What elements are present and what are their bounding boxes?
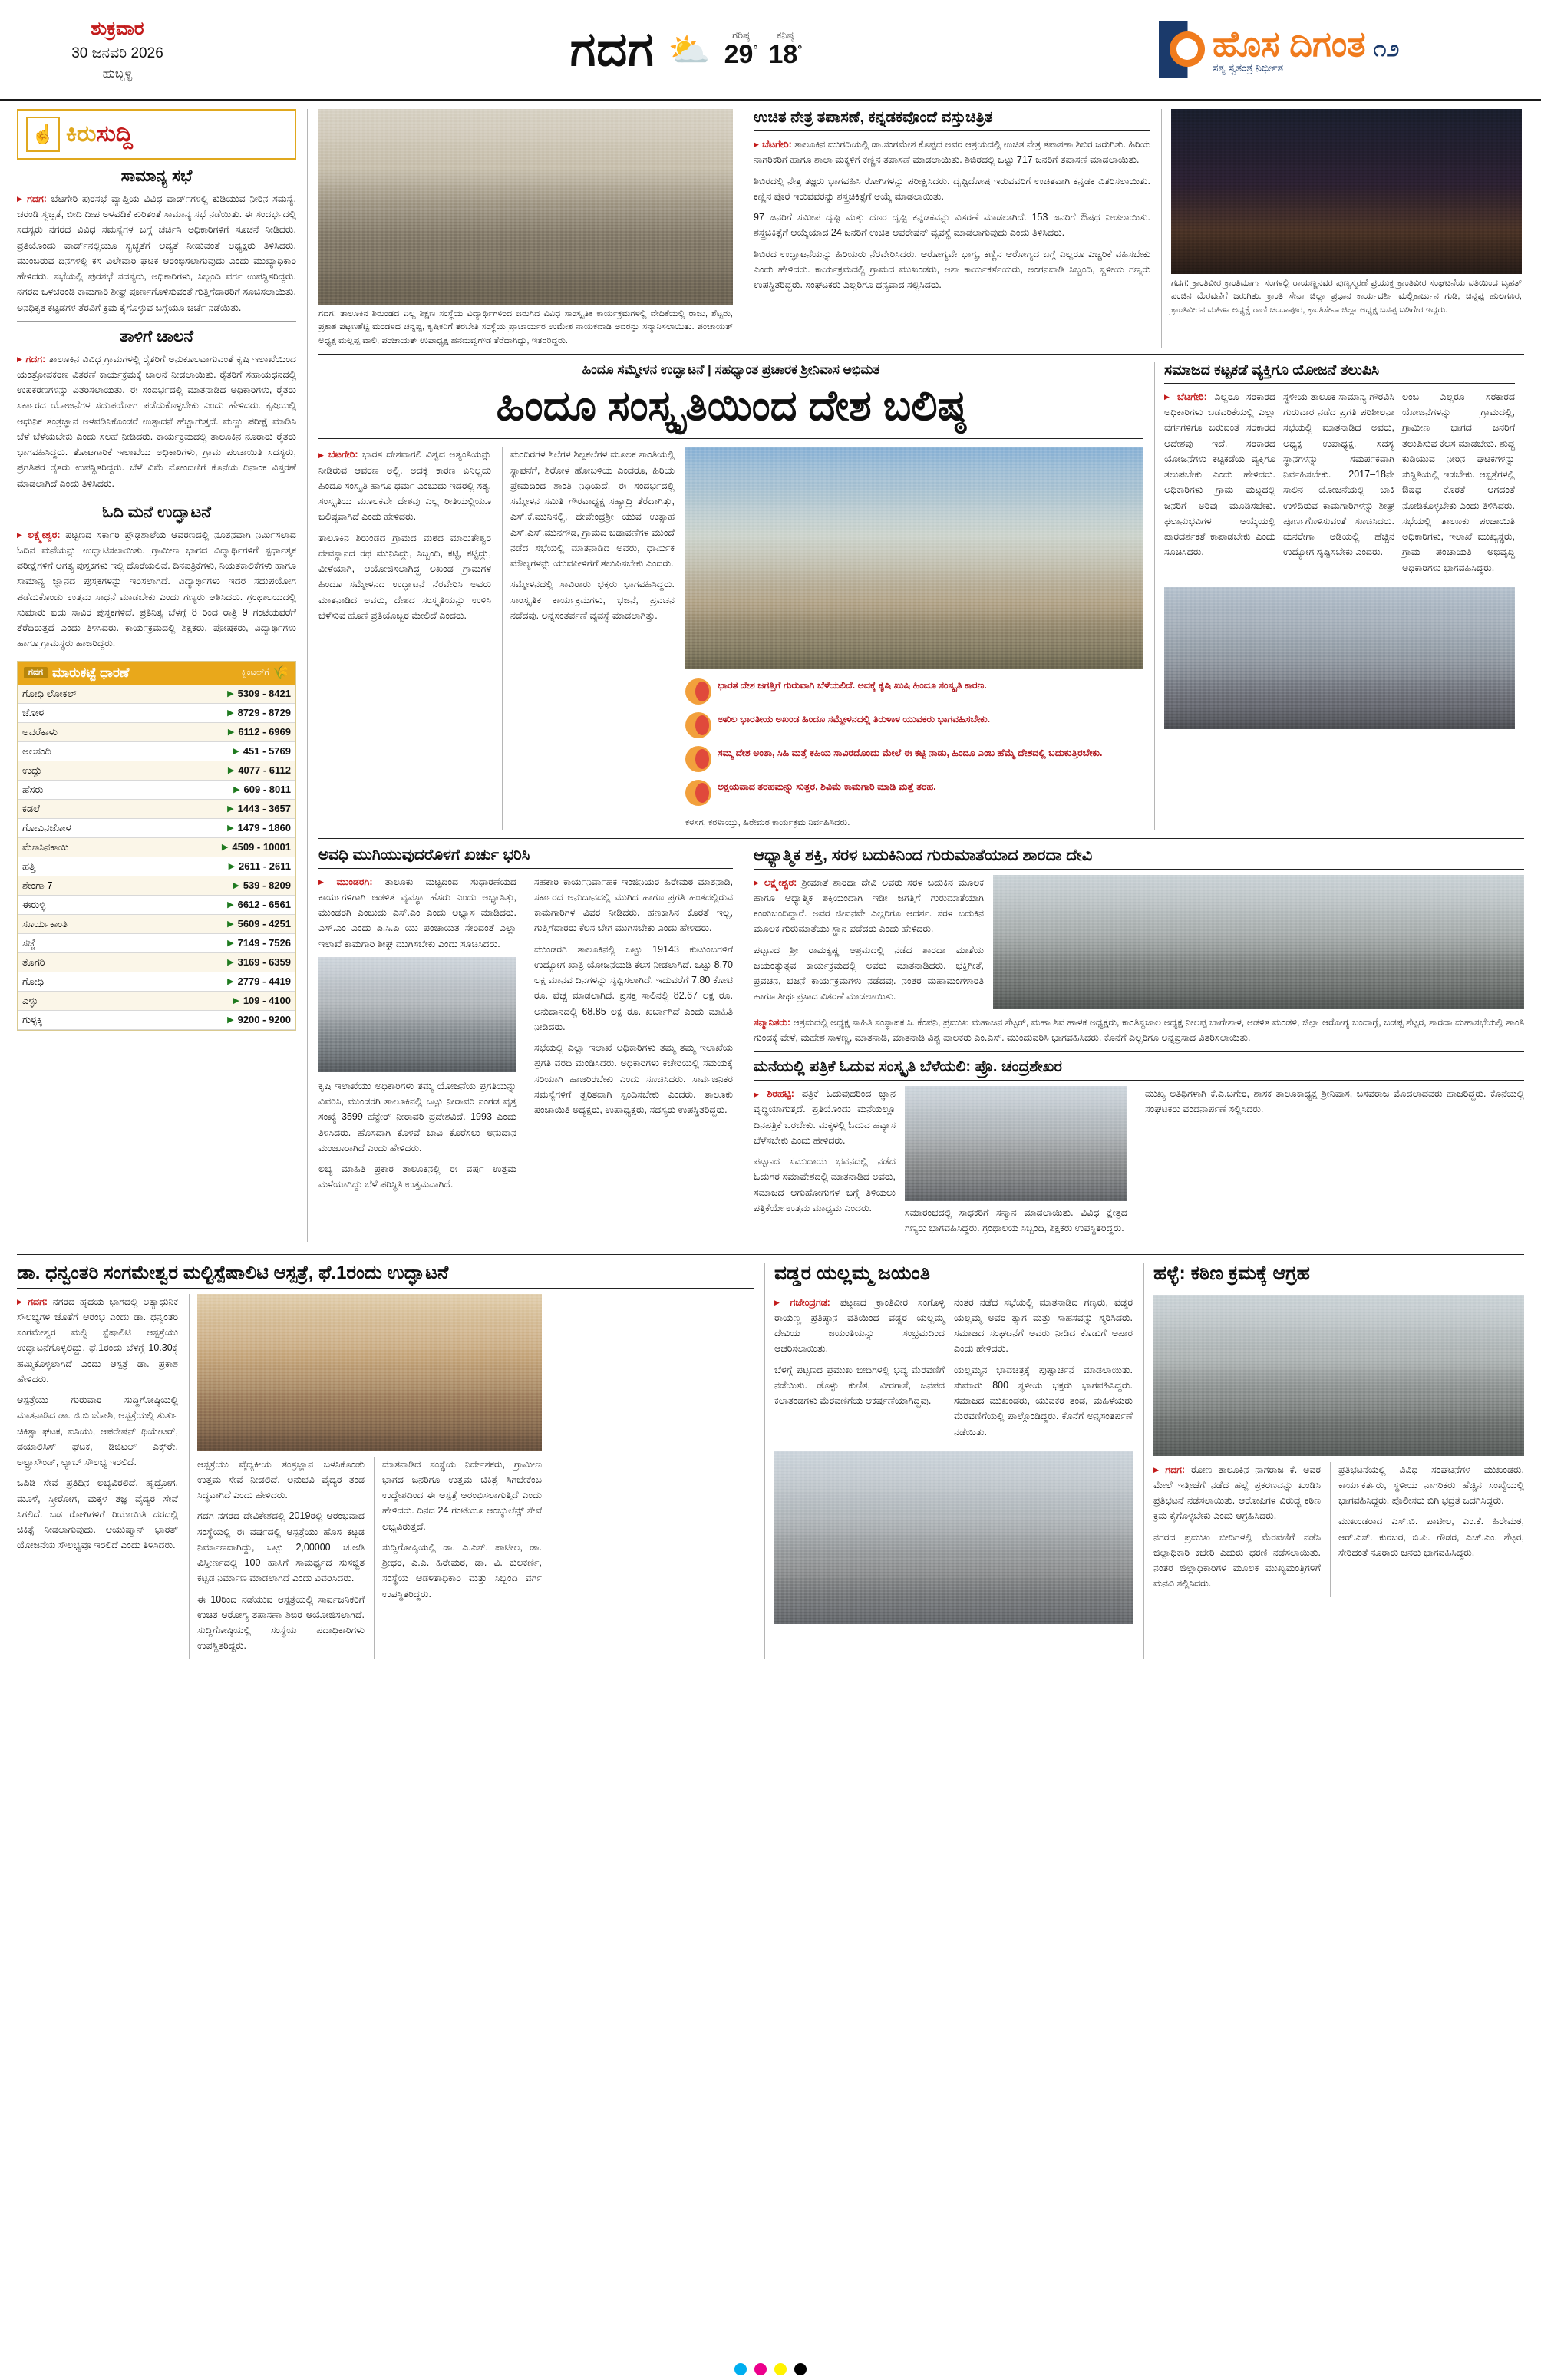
market-row-name: ಹೆಸರು [22,783,44,795]
reading-columns [754,1086,1524,1242]
kiru-item-1-text: ತಾಲೂಕಿನ ವಿವಿಧ ಗ್ರಾಮಗಳಲ್ಲಿ ರೈತರಿಗೆ ಅನುಕೂಲವಾಗುವಂತೆ ಕೃಷಿ ಇಲಾಖೆಯಿಂದ ಯಂತ್ರೋಪಕರಣ ವಿತರಣೆ ಕಾರ್ಯಕ್ರಮಕ್ಕೆ ಚಾಲನೆ ನೀಡಲಾಯಿತು. ರೈತರಿಗೆ ಸಹಾಯಧನದಲ್ಲಿ ಉಪಕರಣಗಳನ್ನು ವಿತರಿಸಲಾಯಿತು. ಈ ಸಂದರ್ಭದಲ್ಲಿ ಮಾತನಾಡಿದ ಅಧಿಕಾರಿಗಳು, ರೈತರು ಸರ್ಕಾರದ ಯೋಜನೆಗಳ ಸದುಪಯೋಗ ಪಡೆದುಕೊಳ್ಳಬೇಕು ಎಂದು ಹೇಳಿದರು. ಕೃಷಿಯಲ್ಲಿ ಆಧುನಿಕ ತಂತ್ರಜ್ಞಾನ ಅಳವಡಿಸಿಕೊಂಡರೆ ಉತ್ಪಾದನೆ ಹೆಚ್ಚಾಗುತ್ತದೆ. ಮಣ್ಣು ಪರೀಕ್ಷೆ ಮಾಡಿಸಿ ಬೆಳೆ ಬೆಳೆಯಬೇಕು ಎಂದು ಸಲಹೆ ನೀಡಿದರು. ಕಾರ್ಯಕ್ರಮದಲ್ಲಿ ತಾಲೂಕಿನ ನೂರಾರು ರೈತರು ಭಾಗವಹಿಸಿದ್ದರು. ತೋಟಗಾರಿಕೆ ಇಲಾಖೆಯ ಅಧಿಕಾರಿಗಳು, ಗ್ರಾಮ ಪಂಚಾಯಿತಿ ಸದಸ್ಯರು, ಪ್ರಗತಿಪರ ರೈತರು ಉಪಸ್ಥಿತರಿದ್ದರು. ಬೆಳೆ ವಿಮೆ ನೋಂದಣಿಗೆ ಕೊನೆಯ ದಿನಾಂಕ ವಿಸ್ತರಣೆ ಮಾಡಲಾಗಿದೆ ಎಂದು ತಿಳಿಸಿದರು. [17,353,296,489]
trend-up-icon: ▶ [227,689,234,699]
market-row [18,723,295,742]
hindu-convention-photo [685,447,1143,669]
market-row [18,685,295,704]
market-row [18,800,295,819]
weather-min-label: ಕನಿಷ್ಠ [777,28,794,41]
magenta-dot [754,2363,767,2375]
market-row-value: 5309 - 8421 [237,688,291,700]
jayanti-loc: ಗಜೇಂದ್ರಗಡ: [790,1296,830,1308]
market-row [18,953,295,972]
sharada-photo-col [993,875,1524,1010]
sharada-p2: ಪಟ್ಟಣದ ಶ್ರೀ ರಾಮಕೃಷ್ಣ ಆಶ್ರಮದಲ್ಲಿ ನಡೆದ ಶಾರದಾ ಮಾತೆಯ ಜಯಂತ್ಯುತ್ಸವ ಕಾರ್ಯಕ್ರಮದಲ್ಲಿ ಅವರು ಮಾತನಾಡಿದರು. ಭಕ್ತಿಗೀತೆ, ಪ್ರವಚನ, ಭಜನೆ ಕಾರ್ಯಕ್ರಮಗಳು ನಡೆದವು. ನಂತರ ಮಹಾಮಂಗಳಾರತಿ ಹಾಗೂ ತೀರ್ಥಪ್ರಸಾದ ವಿತರಣೆ ಮಾಡಲಾಯಿತು. [754,944,984,1002]
kiru-item-0-body [17,191,296,315]
hospital-col-2 [197,1457,365,1659]
sharada-tail [754,1015,1524,1046]
divider [17,321,296,322]
market-row-name: ಶೇಂಗಾ 7 [22,879,53,891]
welfare-kicker: ಸಮಾಜದ ಕಟ್ಟಕಡೆ ವ್ಯಕ್ತಿಗೂ ಯೋಜನೆ ತಲುಪಿಸಿ [1164,362,1515,384]
market-row-value: 1479 - 1860 [237,822,291,834]
hospital-kicker: ಡಾ. ಧನ್ವಂತರಿ ಸಂಗಮೇಶ್ವರ ಮಲ್ಟಿಸ್ಪೆಷಾಲಿಟಿ ಆಸ್ಪತ್ರೆ, ಫೆ.1ರಂದು ಉದ್ಘಾಟನೆ [17,1263,754,1289]
lead-photo-caption: ಕಳಸಗ, ಕರಳಾಯ್ತು, ಹಿರೇಮಠ ಕಾರ್ಯಕ್ರಮ ನಿರ್ವಹಿಸಿದರು. [685,818,850,828]
trend-up-icon: ▶ [233,996,239,1006]
market-row-value: 609 - 8011 [243,784,291,796]
reading-kicker: ಮನೆಯಲ್ಲಿ ಪತ್ರಿಕೆ ಓದುವ ಸಂಸ್ಕೃತಿ ಬೆಳೆಯಲಿ: ಪ್ರೊ. ಚಂದ್ರಶೇಖರ [754,1058,1524,1081]
fair-c2-p1: ಸಹಕಾರಿ ಕಾರ್ಯನಿರ್ವಾಹಕ ಇಂಜಿನಿಯರ ಹಿರೇಮಠ ಮಾತನಾಡಿ, ಸರ್ಕಾರದ ಅನುದಾನದಲ್ಲಿ ಮುಗಿದ ಹಾಗೂ ಪ್ರಗತಿ ಹಂತದಲ್ಲಿರುವ ಕಾಮಗಾರಿಗಳ ವಿವರ ನೀಡಿದರು. ಹಣಕಾಸಿನ ಕೊರತೆ ಇಲ್ಲ, ಗುತ್ತಿಗೆದಾರರು ಕೆಲಸ ಬೇಗ ಮುಗಿಸಬೇಕು ಎಂದು ಹೇಳಿದರು. [534,876,733,934]
hospital-c1-p2: ಆಸ್ಪತ್ರೆಯು ಗುರುವಾರ ಸುದ್ದಿಗೋಷ್ಠಿಯಲ್ಲಿ ಮಾತನಾಡಿದ ಡಾ. ಜಿ.ಬಿ ಜೋಶಿ, ಆಸ್ಪತ್ರೆಯಲ್ಲಿ ತುರ್ತು ಚಿಕಿತ್ಸಾ ಘಟಕ, ಐಸಿಯು, ಆಪರೇಷನ್ ಥಿಯೇಟರ್, ಡಯಾಲಿಸಿಸ್ ಘಟಕ, ಡಿಜಿಟಲ್ ಎಕ್ಸ್‌ರೇ, ಅಲ್ಟ್ರಾಸೌಂಡ್, ಲ್ಯಾಬ್ ಸೌಲಭ್ಯ ಇರಲಿದೆ. [17,1395,178,1468]
kiru-suddi-box [17,109,296,160]
market-row [18,896,295,915]
kiru-item-1-loc: ಗದಗ: [25,353,46,365]
sun-cloud-icon: ⛅ [668,31,711,69]
hospital-loc: ಗದಗ: [28,1296,48,1307]
kiru-title-part2: ಸುದ್ದಿ [96,121,134,147]
trend-up-icon: ▶ [227,977,234,987]
welfare-c1: ಎಲ್ಲರೂ ಸರಕಾರದ ಅಧಿಕಾರಿಗಳು ಬಡವರಿಕೆಯಲ್ಲಿ ಎಲ್ಲಾ ವರ್ಗಗಳಿಗೂ ಬರುವಂತೆ ಸರಕಾರದ ಆದೇಶವು ಇದೆ. ಸರಕಾರದ ಯೋಜನೆಗಳು ಕಟ್ಟಕಡೆಯ ವ್ಯಕ್ತಿಗೂ ತಲುಪಬೇಕು ಎಂದು ಹೇಳಿದರು. ಅಧಿಕಾರಿಗಳು ಗ್ರಾಮ ಮಟ್ಟದಲ್ಲಿ ಜನರಿಗೆ ಅರಿವು ಮೂಡಿಸಬೇಕು. ಫಲಾನುಭವಿಗಳ ಆಯ್ಕೆಯಲ್ಲಿ ಪಾರದರ್ಶಕತೆ ಕಾಪಾಡಬೇಕು ಎಂದು ಸೂಚಿಸಿದರು. [1164,391,1275,558]
hospital-c1-p1: ನಗರದ ಹೃದಯ ಭಾಗದಲ್ಲಿ ಅತ್ಯಾಧುನಿಕ ಸೌಲಭ್ಯಗಳ ಜೊತೆಗೆ ಆರಂಭ ಎಂದು ಡಾ. ಧನ್ವಂತರಿ ಸಂಗಮೇಶ್ವರ ಮಲ್ಟಿ ಸ್ಪೆಷಾಲಿಟಿ ಆಸ್ಪತ್ರೆಯು ಉದ್ಘಾಟನೆಗೊಳ್ಳಲಿದ್ದು, ಫೆ.1ರಂದು ಬೆಳಗ್ಗೆ 10.30ಕ್ಕೆ ಹಮ್ಮಿಕೊಳ್ಳಲಾಗಿದೆ ಎಂದು ಆಸ್ಪತ್ರೆ ಡಾ. ಪ್ರಕಾಶ ಹೇಳಿದರು. [17,1296,178,1385]
market-row [18,742,295,761]
bullet-badge-icon [685,712,711,738]
welfare-col-3 [1402,389,1515,581]
fair-c2-p3: ಸಭೆಯಲ್ಲಿ ಎಲ್ಲಾ ಇಲಾಖೆ ಅಧಿಕಾರಿಗಳು ತಮ್ಮ ತಮ್ಮ ಇಲಾಖೆಯ ಪ್ರಗತಿ ವರದಿ ಮಂಡಿಸಿದರು. ಅಧಿಕಾರಿಗಳು ಕಚೇರಿಯಲ್ಲಿ ಸಮಯಕ್ಕೆ ಸರಿಯಾಗಿ ಹಾಜರಿರಬೇಕು ಎಂದು ಸೂಚಿಸಿದರು. ಸಾರ್ವಜನಿಕರ ಸಮಸ್ಯೆಗಳಿಗೆ ತ್ವರಿತವಾಗಿ ಸ್ಪಂದಿಸಬೇಕು ಎಂದರು. ತಾಲೂಕು ಪಂಚಾಯಿತಿ ಅಧ್ಯಕ್ಷರು, ಉಪಾಧ್ಯಕ್ಷರು, ಸದಸ್ಯರು ಉಪಸ್ಥಿತರಿದ್ದರು. [534,1042,733,1116]
jayanti-p3: ನಂತರ ನಡೆದ ಸಭೆಯಲ್ಲಿ ಮಾತನಾಡಿದ ಗಣ್ಯರು, ವಡ್ಡರ ಯಲ್ಲಮ್ಮ ಅವರ ತ್ಯಾಗ ಮತ್ತು ಸಾಹಸವನ್ನು ಸ್ಮರಿಸಿದರು. ಸಮಾಜದ ಸಂಘಟನೆಗೆ ಅವರು ನೀಡಿದ ಕೊಡುಗೆ ಅಪಾರ ಎಂದು ಹೇಳಿದರು. [954,1296,1133,1355]
market-row-name: ಅಲಸಂದಿ [22,744,52,757]
market-row-name: ಎಳ್ಳು [22,994,38,1006]
bullet-badge-icon [685,746,711,772]
crackdown-col-1 [1153,1462,1321,1597]
market-row-name: ಉದ್ದು [22,764,42,776]
welfare-col-1 [1164,389,1275,581]
sharada-loc: ಲಕ್ಷ್ಮೇಶ್ವರ: [764,876,797,888]
sharada-story [744,847,1524,1242]
market-rates-table [17,661,296,1031]
hospital-c3-p2: ಸುದ್ದಿಗೋಷ್ಠಿಯಲ್ಲಿ ಡಾ. ಎ.ಎಸ್. ಪಾಟೀಲ, ಡಾ. ಶ್ರೀಧರ, ಎ.ಎ. ಹಿರೇಮಠ, ಡಾ. ವಿ. ಕುಲಕರ್ಣಿ, ಸಂಸ್ಥೆಯ ಆಡಳಿತಾಧಿಕಾರಿ ಮತ್ತು ಸಿಬ್ಬಂದಿ ವರ್ಗ ಉಪಸ್ಥಿತರಿದ್ದರು. [382,1541,542,1599]
lead-col1-p1: ಭಾರತ ದೇಶವಾಗಲಿ ವಿಶ್ವದ ಅತ್ಯಂತಿಯನ್ನು ನೀಡಿರುವ ಆವರಣ ಅಲ್ಲಿ. ಅದಕ್ಕೆ ಕಾರಣ ಏನಿಲ್ಲದು ಹಿಂದೂ ಸಂಸ್ಕೃತಿ ಹಾಗೂ ಧರ್ಮ ಎಂಬುದು ಇದರಲ್ಲಿ ಸತ್ಯ. ಸಂಸ್ಕೃತಿಯ ಮೂಲಕವೇ ದೇಶವು ಎಲ್ಲ ರೀತಿಯಲ್ಲಿಯೂ ಬಲಿಷ್ಠವಾಗಿದೆ ಎಂದು ಹೇಳಿದರು. [318,449,491,523]
reading-photo-col [905,1086,1127,1242]
right-area [307,109,1524,1242]
market-row [18,781,295,800]
fair-col-1 [318,874,516,1198]
reading-p2: ಪಟ್ಟಣದ ಸಮುದಾಯ ಭವನದಲ್ಲಿ ನಡೆದ ಓದುಗರ ಸಮಾವೇಶದಲ್ಲಿ ಮಾತನಾಡಿದ ಅವರು, ಸಮಾಜದ ಆಗುಹೋಗುಗಳ ಬಗ್ಗೆ ತಿಳಿಯಲು ಪತ್ರಿಕೆಯೇ ಉತ್ತಮ ಮಾಧ್ಯಮ ಎಂದರು. [754,1156,896,1213]
market-row-name: ಸೂರ್ಯಕಾಂತಿ [22,917,68,929]
lead-col-2 [502,447,675,830]
trend-up-icon: ▶ [227,708,234,718]
market-row-value: 451 - 5769 [243,745,291,758]
reading-p4: ಮುಖ್ಯ ಅತಿಥಿಗಳಾಗಿ ಕೆ.ಎ.ಬಗೇರ, ಶಾಸಕ ತಾಲೂಕಾಧ್ಯಕ್ಷ ಶ್ರೀನಿವಾಸ, ಬಸವರಾಜ ಮೊದಲಾದವರು ಹಾಜರಿದ್ದರು. ಕೊನೆಯಲ್ಲಿ ಸಂಘಟಕರು ವಂದನಾರ್ಪಣೆ ಸಲ್ಲಿಸಿದರು. [1145,1088,1524,1115]
jayanti-p4: ಯಲ್ಲಮ್ಮನ ಭಾವಚಿತ್ರಕ್ಕೆ ಪುಷ್ಪಾರ್ಚನೆ ಮಾಡಲಾಯಿತು. ಸುಮಾರು 800 ಸ್ಥಳೀಯ ಭಕ್ತರು ಭಾಗವಹಿಸಿದ್ದರು. ಸಮಾಜದ ಮುಖಂಡರು, ಯುವಕರ ತಂಡ, ಮಹಿಳೆಯರು ಮೆರವಣಿಗೆಯಲ್ಲಿ ಪಾಲ್ಗೊಂಡಿದ್ದರು. ಕೊನೆಗೆ ಅನ್ನಸಂತರ್ಪಣೆ ನಡೆಯಿತು. [954,1364,1133,1438]
trend-up-icon: ▶ [233,881,239,891]
market-title: ಮಾರುಕಟ್ಟೆ ಧಾರಣೆ [52,665,130,680]
lead-headline: ಹಿಂದೂ ಸಂಸ್ಕೃತಿಯಿಂದ ದೇಶ ಬಲಿಷ್ಠ [496,382,966,429]
lead-bullet [685,746,1143,772]
hospital-story [17,1263,754,1659]
weather-max-value: 29° [724,39,758,69]
market-city-tag: ಗದಗ [24,667,48,678]
jayanti-col-1 [774,1295,945,1445]
market-unit: ಕ್ವಿಂಟಲ್‌ಗೆ [241,668,269,678]
kiru-item-1-body [17,352,296,491]
masthead-city: ಹುಬ್ಬಳ್ಳಿ [102,67,133,81]
market-row-name: ಹತ್ತಿ [22,860,36,872]
hospital-photo-col [189,1294,542,1659]
kiru-item-0-text: ಬೆಟಗೇರಿ ಪುರಸಭೆ ವ್ಯಾಪ್ತಿಯ ವಿವಿಧ ವಾರ್ಡ್‌ಗಳಲ್ಲಿ ಕುಡಿಯುವ ನೀರಿನ ಸಮಸ್ಯೆ, ಚರಂಡಿ ಸ್ವಚ್ಛತೆ, ಬೀದಿ ದೀಪ ಅಳವಡಿಕೆ ಕುರಿತಂತೆ ಸಾಮಾನ್ಯ ಸಭೆ ನಡೆಯಿತು. ಈ ಸಂದರ್ಭದಲ್ಲಿ ಸದಸ್ಯರು ನಗರದ ವಿವಿಧ ಸಮಸ್ಯೆಗಳ ಬಗ್ಗೆ ಚರ್ಚಿಸಿ ಅಧಿಕಾರಿಗಳಿಗೆ ಸೂಚನೆ ನೀಡಿದರು. ಪ್ರತಿಯೊಂದು ವಾರ್ಡ್‌ನಲ್ಲಿಯೂ ಸ್ವಚ್ಛತೆಗೆ ಆದ್ಯತೆ ನೀಡುವಂತೆ ಅಧ್ಯಕ್ಷರು ತಿಳಿಸಿದರು. ಮುಂಬರುವ ದಿನಗಳಲ್ಲಿ ಕಸ ವಿಲೇವಾರಿ ಘಟಕ ಆರಂಭಿಸಲಾಗುವುದು ಎಂದು ಮುಖ್ಯಾಧಿಕಾರಿ ಹೇಳಿದರು. ಸಭೆಯಲ್ಲಿ ಪುರಸಭೆ ಸದಸ್ಯರು, ಅಧಿಕಾರಿಗಳು, ಸಿಬ್ಬಂದಿ ವರ್ಗ ಉಪಸ್ಥಿತರಿದ್ದರು. ನಗರದ ಒಳಚರಂಡಿ ಕಾಮಗಾರಿ ಶೀಘ್ರ ಪೂರ್ಣಗೊಳಿಸುವಂತೆ ಗುತ್ತಿಗೆದಾರರಿಗೆ ಸೂಚಿಸಲಾಯಿತು. ಅನಧಿಕೃತ ಕಟ್ಟಡಗಳ ತೆರವಿಗೆ ಕ್ರಮ ಕೈಗೊಳ್ಳುವ ಬಗ್ಗೆಯೂ ಚರ್ಚೆ ನಡೆಯಿತು. [17,193,296,313]
hospital-c1-p3: ಒಪಿಡಿ ಸೇವೆ ಪ್ರತಿದಿನ ಲಭ್ಯವಿರಲಿದೆ. ಹೃದ್ರೋಗ, ಮೂಳೆ, ಸ್ತ್ರೀರೋಗ, ಮಕ್ಕಳ ತಜ್ಞ ವೈದ್ಯರ ಸೇವೆ ಸಿಗಲಿದೆ. ಬಡ ರೋಗಿಗಳಿಗೆ ರಿಯಾಯಿತಿ ದರದಲ್ಲಿ ಚಿಕಿತ್ಸೆ ನೀಡಲಾಗುವುದು. ಆಯುಷ್ಮಾನ್ ಭಾರತ್ ಯೋಜನೆಯ ಸೌಲಭ್ಯವೂ ಇರಲಿದೆ ಎಂದು ತಿಳಿಸಿದರು. [17,1477,178,1551]
crackdown-col-2 [1330,1462,1524,1597]
weather-box [724,30,803,70]
lead-bullet-text: ಭಾರತ ದೇಶ ಜಗತ್ತಿಗೆ ಗುರುವಾಗಿ ಬೆಳೆಯಲಿದೆ. ಅದಕ್ಕೆ ಕೃಷಿ ಖುಷಿ ಹಿಂದೂ ಸಂಸ್ಕೃತಿ ಕಾರಣ. [718,680,987,692]
left-column [17,109,307,1242]
hand-megaphone-icon: ☝ [26,117,60,152]
trend-up-icon: ▶ [227,1015,234,1025]
lead-band [308,362,1524,830]
cmyk-registration-marks [734,2363,807,2375]
kiru-item-0-loc: ಗದಗ: [27,193,47,204]
sharada-top [754,875,1524,1010]
eye-camp-loc: ಬೆಟಗೇರಿ: [761,139,792,150]
kiru-item-0-heading: ಸಾಮಾನ್ಯ ಸಭೆ [120,167,193,185]
eye-camp-p4: ಶಿಬಿರದ ಉದ್ಘಾಟನೆಯನ್ನು ಹಿರಿಯರು ನೆರವೇರಿಸಿದರು. ಆರೋಗ್ಯವೇ ಭಾಗ್ಯ, ಕಣ್ಣಿನ ಆರೋಗ್ಯದ ಬಗ್ಗೆ ಎಲ್ಲರೂ ಎಚ್ಚರಿಕೆ ವಹಿಸಬೇಕು ಎಂದು ಹೇಳಿದರು. ಕಾರ್ಯಕ್ರಮದಲ್ಲಿ ಗ್ರಾಮದ ಮುಖಂಡರು, ಆಶಾ ಕಾರ್ಯಕರ್ತೆಯರು, ಅಂಗನವಾಡಿ ಸಿಬ್ಬಂದಿ, ಸ್ಥಳೀಯ ಗಣ್ಯರು ಉಪಸ್ಥಿತರಿದ್ದರು. ಸಂಘಟಕರು ಎಲ್ಲರಿಗೂ ಧನ್ಯವಾದ ಸಲ್ಲಿಸಿದರು. [754,248,1150,290]
market-row-value: 539 - 8209 [243,880,291,892]
crackdown-p4: ಮುಖಂಡರಾದ ಎಸ್.ಬಿ. ಪಾಟೀಲ, ಎಂ.ಕೆ. ಹಿರೇಮಠ, ಆರ್.ಎಸ್. ಕುರಬರ, ಬಿ.ಪಿ. ಗೌಡರ, ಎಚ್.ಎಂ. ಶೆಟ್ಟರ, ಸೇರಿದಂತೆ ನೂರಾರು ಜನರು ಭಾಗವಹಿಸಿದ್ದರು. [1338,1516,1524,1558]
market-row-name: ಅವರೆಕಾಳು [22,725,58,738]
crackdown-p1: ರೋಣ ತಾಲೂಕಿನ ನಾಗರಾಜ ಕೆ. ಅವರ ಮೇಲೆ ಇತ್ತೀಚೆಗೆ ನಡೆದ ಹಲ್ಲೆ ಪ್ರಕರಣವನ್ನು ಖಂಡಿಸಿ ಪ್ರತಿಭಟನೆ ನಡೆಸಲಾಯಿತು. ಆರೋಪಿಗಳ ವಿರುದ್ಧ ಕಠಿಣ ಕ್ರಮ ಕೈಗೊಳ್ಳಬೇಕು ಎಂದು ಆಗ್ರಹಿಸಿದರು. [1153,1464,1321,1522]
felicitation-photo [318,109,733,305]
fair-col-2 [526,874,733,1198]
kiru-item-2-body [17,527,296,652]
felicitation-photo-caption: ಗದಗ: ತಾಲೂಕಿನ ಶಿರುಂಡದ ಎಲ್ಲ ಶಿಕ್ಷಣ ಸಂಸ್ಥೆಯ ವಿದ್ಯಾರ್ಥಿಗಳಿಂದ ಜರುಗಿದ ವಿವಿಧ ಸಾಂಸ್ಕೃತಿಕ ಕಾರ್ಯಕ್ರಮಗಳಲ್ಲಿ ವೇದಿಕೆಯಲ್ಲಿ ರಾಜು, ಶೆಟ್ಟರು, ಪ್ರಕಾಶ ಪಟ್ಟಣಶೆಟ್ಟಿ ಮಂಡಳದ ಚನ್ನಪ್ಪ, ಕೃಷಿಕರಿಗೆ ತರಬೇತಿ ಸಂಸ್ಥೆಯ ಪ್ರಾಚಾರ್ಯರ ಉಮೇಶ ನಾಯಕವಾಡಿ ಅವರನ್ನು ಸನ್ಮಾನಿಸಲಾಯಿತು. ಪಂಚಾಯತ್ ಅಧ್ಯಕ್ಷ ಮಲ್ಲಪ್ಪ ವಾಲಿ, ಪಂಚಾಯತ್ ಉಪಾಧ್ಯಕ್ಷ ಹನಮವ್ವಗೌಡ ತೆರೆದಾಗಿದ್ದು, ಇತರರಿದ್ದರು. [318,309,733,345]
kiru-title [66,121,133,147]
crackdown-loc: ಗದಗ: [1165,1464,1186,1475]
market-row [18,857,295,876]
market-row-value: 8729 - 8729 [237,707,291,719]
black-dot [794,2363,807,2375]
crackdown-columns [1153,1462,1524,1597]
kiru-item-1 [17,328,296,491]
trend-up-icon: ▶ [227,766,235,776]
market-rows [18,685,295,1030]
market-row-value: 7149 - 7526 [237,937,291,949]
lead-col2-p1: ಮಂದಿರಗಳ ಶಿಲೆಗಳ ಶಿಲ್ಪಕಲೆಗಳ ಮೂಲಕ ಶಾಂತಿಯಲ್ಲಿ ಸ್ಥಾಪನೆಗೆ, ಶಿರೋಳ ಹೋಬಳಿಯ ಎಂದರೂ, ಹಿರಿಯ ಪ್ರೇಮದಿಂದ ಶಾಂತಿ ನಿಧಿಯದೆ. ಈ ಸಂದರ್ಭದಲ್ಲಿ ಸಮ್ಮೇಳನ ಸಮಿತಿ ಗೌರವಾಧ್ಯಕ್ಷ ಸಹ್ಯಾದ್ರಿ ತೆರೆದಾಗಿತ್ತು, ಎಸ್.ಕೆ.ಮುನಿನಲ್ಲಿ, ದೇವೇಂದ್ರಶ್ರೀ ಯುವ ಉತ್ಸಾಹ ಎಸ್.ಎಸ್.ಮುನಗೌಡ, ಗ್ರಾಮದ ಬಡಾವಣೆಗಳ ಮುಂದೆ ನಡೆದ ಸಭೆಯಲ್ಲಿ ಮಾತನಾಡಿದ ಅವರು, ಧಾರ್ಮಿಕ ಮೌಲ್ಯಗಳನ್ನು ಯುವಪೀಳಿಗೆಗೆ ತಲುಪಿಸಬೇಕು ಎಂದರು. [510,449,675,569]
masthead-center [213,22,1159,78]
reading-loc: ಶಿರಹಟ್ಟಿ: [767,1088,794,1100]
sharada-intro [754,875,984,1010]
market-row-name: ಗುಳ್ಳಕ್ಕಿ [22,1013,43,1025]
divider [318,354,1524,355]
brand-tagline: ಸತ್ಯ ಸ್ವತಂತ್ರ ನಿರ್ಭೀತ [1213,61,1284,74]
bottom-columns [17,1263,1524,1659]
lead-photo-col [685,447,1143,830]
jayanti-procession-photo [774,1451,1133,1624]
brand-name: ಹೊಸ ದಿಗಂತ [1213,24,1366,64]
kiru-item-2-loc: ಲಕ್ಷ್ಮೇಶ್ವರ: [28,529,61,540]
lead-col1-p2: ತಾಲೂಕಿನ ಶಿರುಂಡದ ಗ್ರಾಮದ ಮಠದ ಮಾರುತೇಶ್ವರ ದೇವಸ್ಥಾನದ ರಥ ಮುನಿಸಿದ್ದು, ಸಿಬ್ಬಂದಿ, ಕಟ್ಟಿ, ಕಟ್ಟಿದ್ದು, ವೀಳೆಯಾಗಿ, ಆಯೋಜಿಸಲಾಗಿದ್ದ ಅಖಂಡ ಗ್ರಾಮಗಳ ಹಿಂದೂ ಸಮ್ಮೇಳನದ ಉದ್ಘಾಟನೆ ನೆರವೇರಿಸಿ ಅವರು ಮಾತನಾಡಿದ ಅವರು, ದೇಶದ ಸಂಸ್ಕೃತಿಯನ್ನು ಉಳಿಸಿ ಬೆಳೆಸುವ ಹೊಣೆ ಪ್ರತಿಯೊಬ್ಬರ ಮೇಲಿದೆ ಎಂದರು. [318,532,491,621]
lead-bullet-text: ಅಖಿಲ ಭಾರತೀಯ ಅಖಂಡ ಹಿಂದೂ ಸಮ್ಮೇಳನದಲ್ಲಿ ತಿರುಳಾಳ ಯುವಕರು ಭಾಗವಹಿಸಬೇಕು. [718,714,991,725]
divider [318,838,1524,839]
lead-bullet [685,678,1143,705]
eye-camp-kicker: ಉಚಿತ ನೇತ್ರ ತಪಾಸಣೆ, ಕನ್ನಡಕವೊಂದೆ ವಸ್ತುಚಿತ್ರಿತ [754,109,1150,131]
yellow-dot [774,2363,787,2375]
lead-bullet-text: ಅಕ್ಷಯವಾದ ತರಹಮನ್ನು ಸುತ್ತರ, ಶಿವಿಮೆ ಕಾಮಗಾರಿ ಮಾಡಿ ಮತ್ತೆ ತರಹ. [718,781,936,793]
reading-p1: ಪತ್ರಿಕೆ ಓದುವುದರಿಂದ ಜ್ಞಾನ ವೃದ್ಧಿಯಾಗುತ್ತದೆ. ಪ್ರತಿಯೊಂದು ಮನೆಯಲ್ಲೂ ದಿನಪತ್ರಿಕೆ ಬರಬೇಕು. ಮಕ್ಕಳಲ್ಲಿ ಓದುವ ಹವ್ಯಾಸ ಬೆಳೆಸಬೇಕು ಎಂದು ಹೇಳಿದರು. [754,1088,896,1146]
grain-icon: 🌾 [272,665,289,680]
market-row-value: 2779 - 4419 [237,975,291,988]
cyan-dot [734,2363,747,2375]
trend-up-icon: ▶ [227,804,234,814]
lead-bullet [685,712,1143,738]
jayanti-p2: ಬೆಳಗ್ಗೆ ಪಟ್ಟಣದ ಪ್ರಮುಖ ಬೀದಿಗಳಲ್ಲಿ ಭವ್ಯ ಮೆರವಣಿಗೆ ನಡೆಯಿತು. ಡೊಳ್ಳು ಕುಣಿತ, ವೀರಗಾಸೆ, ಜನಪದ ಕಲಾತಂಡಗಳು ಮೆರವಣಿಗೆಯ ಆಕರ್ಷಣೆಯಾಗಿದ್ದವು. [774,1364,945,1407]
jayanti-columns [774,1295,1133,1445]
jayanti-col-2 [954,1295,1133,1445]
jayanti-story [764,1263,1133,1659]
hospital-columns [17,1294,754,1659]
reading-col-1 [754,1086,896,1242]
market-row [18,1011,295,1030]
kiru-header [26,117,287,152]
market-row-value: 6612 - 6561 [237,899,291,911]
market-row [18,992,295,1011]
lead-col-1 [318,447,491,830]
welfare-story [1154,362,1515,830]
kiru-item-2 [17,503,296,652]
eye-camp-p2: ಶಿಬಿರದಲ್ಲಿ ನೇತ್ರ ತಜ್ಞರು ಭಾಗವಹಿಸಿ ರೋಗಿಗಳನ್ನು ಪರೀಕ್ಷಿಸಿದರು. ದೃಷ್ಟಿದೋಷ ಇರುವವರಿಗೆ ಉಚಿತವಾಗಿ ಕನ್ನಡಕ ವಿತರಿಸಲಾಯಿತು. ಕಣ್ಣಿನ ಪೊರೆ ಇರುವವರನ್ನು ಶಸ್ತ್ರಚಿಕಿತ್ಸೆಗೆ ಆಯ್ಕೆ ಮಾಡಲಾಯಿತು. [754,175,1150,202]
sun-logo-icon [1170,31,1205,67]
welfare-loc: ಬೆಟಗೇರಿ: [1176,391,1207,402]
eye-camp-body [754,137,1150,292]
sharada-jayanti-photo [993,875,1524,1009]
market-row [18,934,295,953]
masthead-date: 30 ಜನವರಿ 2026 [71,45,163,62]
market-row [18,704,295,723]
bullet-badge-icon [685,780,711,806]
readers-meet-photo [905,1086,1127,1201]
crackdown-kicker: ಹಳ್ಳೆ: ಕಠಿಣ ಕ್ರಮಕ್ಕೆ ಆಗ್ರಹ [1153,1263,1524,1289]
fair-c1-p2: ಕೃಷಿ ಇಲಾಖೆಯು ಅಧಿಕಾರಿಗಳು ತಮ್ಮ ಯೋಜನೆಯ ಪ್ರಗತಿಯನ್ನು ವಿವರಿಸಿ, ಮುಂಡರಗಿ ತಾಲೂಕಿನಲ್ಲಿ ಒಟ್ಟು ನೀರಾವರಿ ನಂಗಡ ವೃತ್ತ ಸಂಖ್ಯೆ 3599 ಹೆಕ್ಟೇರ್ ನೀರಾವರಿ ಪ್ರದೇಶವಿದೆ. 1993 ಎಂದು ತಿಳಿಸಿದರು. ಹೊಸದಾಗಿ ಕೊಳವೆ ಬಾವಿ ಕೊರೆಸಲು ಅನುದಾನ ಮಂಜೂರಾಗಿದೆ ಎಂದು ಹೇಳಿದರು. [318,1080,516,1154]
welfare-columns [1164,389,1515,581]
hospital-c2-p3: ಈ 10ರಿಂದ ನಡೆಯುವ ಆಸ್ಪತ್ರೆಯಲ್ಲಿ ಸಾರ್ವಜನಿಕರಿಗೆ ಉಚಿತ ಆರೋಗ್ಯ ತಪಾಸಣಾ ಶಿಬಿರ ಆಯೋಜಿಸಲಾಗಿದೆ. ಸುದ್ದಿಗೋಷ್ಠಿಯಲ್ಲಿ ಸಂಸ್ಥೆಯ ಪದಾಧಿಕಾರಿಗಳು ಉಪಸ್ಥಿತರಿದ್ದರು. [197,1593,365,1652]
market-row-value: 3169 - 6359 [237,956,291,969]
sharada-p1: ಶ್ರೀಮಾತೆ ಶಾರದಾ ದೇವಿ ಅವರು ಸರಳ ಬದುಕಿನ ಮೂಲಕ ಹಾಗೂ ಆಧ್ಯಾತ್ಮಿಕ ಶಕ್ತಿಯಿಂದಾಗಿ ಇಡೀ ಜಗತ್ತಿಗೆ ಗುರುಮಾತೆಯಾಗಿ ಕಂಡುಬಂದಿದ್ದಾರೆ. ಅವರ ಜೀವನವೇ ಎಲ್ಲರಿಗೂ ಆದರ್ಶ. ಸರಳ ಬದುಕಿನ ಮೂಲಕ ಗುರುಮಾತೆಯು ಸ್ಥಾನ ಪಡೆದರು ಎಂದು ಹೇಳಿದರು. [754,876,984,935]
trend-up-icon: ▶ [233,747,239,757]
lead-columns [318,447,1143,830]
market-row [18,915,295,934]
crackdown-p3: ಪ್ರತಿಭಟನೆಯಲ್ಲಿ ವಿವಿಧ ಸಂಘಟನೆಗಳ ಮುಖಂಡರು, ಕಾರ್ಯಕರ್ತರು, ಸ್ಥಳೀಯ ನಾಗರಿಕರು ಹೆಚ್ಚಿನ ಸಂಖ್ಯೆಯಲ್ಲಿ ಭಾಗವಹಿಸಿದ್ದರು. ಪೊಲೀಸರು ಬಿಗಿ ಭದ್ರತೆ ಒದಗಿಸಿದ್ದರು. [1338,1464,1524,1507]
review-meeting-photo [1164,587,1515,729]
reading-story [754,1058,1524,1242]
trend-up-icon: ▶ [228,862,236,872]
welfare-col-2 [1283,389,1394,581]
trend-up-icon: ▶ [227,939,234,949]
market-row-value: 4509 - 10001 [232,841,291,853]
market-rates-header [18,662,295,685]
trend-up-icon: ▶ [221,843,229,853]
weather-min [768,30,802,70]
eye-camp-p3: 97 ಜನರಿಗೆ ಸಮೀಪ ದೃಷ್ಟಿ ಮತ್ತು ದೂರ ದೃಷ್ಟಿ ಕನ್ನಡಕವನ್ನು ವಿತರಣೆ ಮಾಡಲಾಗಿದೆ. 153 ಜನರಿಗೆ ಔಷಧ ನೀಡಲಾಯಿತು. ಶಸ್ತ್ರಚಿಕಿತ್ಸೆಗೆ ಆಯ್ಕೆಯಾದ 24 ಜನರಿಗೆ ಉಚಿತ ಆಪರೇಷನ್ ವ್ಯವಸ್ಥೆ ಮಾಡಲಾಗುವುದು ಎಂದು ತಿಳಿಸಿದರು. [754,212,1150,239]
brand-block [1159,21,1520,78]
market-row [18,819,295,838]
lead-bullets [685,678,1143,806]
trend-up-icon: ▶ [233,785,240,795]
reading-p3: ಸಮಾರಂಭದಲ್ಲಿ ಸಾಧಕರಿಗೆ ಸನ್ಮಾನ ಮಾಡಲಾಯಿತು. ವಿವಿಧ ಕ್ಷೇತ್ರದ ಗಣ್ಯರು ಭಾಗವಹಿಸಿದ್ದರು. ಗ್ರಂಥಾಲಯ ಸಿಬ್ಬಂದಿ, ಶಿಕ್ಷಕರು ಉಪಸ್ಥಿತರಿದ್ದರು. [905,1207,1127,1234]
weather-max-label: ಗರಿಷ್ಠ [732,28,750,41]
market-row-value: 109 - 4100 [243,995,291,1007]
hospital-col-1 [17,1294,178,1659]
divider [318,438,1143,439]
market-row-name: ಗೋವಿನಜೋಳ [22,821,71,833]
lead-bullet [685,780,1143,806]
welfare-c2: ಸ್ಥಳೀಯ ತಾಲೂಕ ಸಾಮಾನ್ಯ ಗೌರವಿಸಿ ಗುರುವಾರ ನಡೆದ ಪ್ರಗತಿ ಪರಿಶೀಲನಾ ಸಭೆಯಲ್ಲಿ ಮಾತನಾಡಿದ ಅವರು, ಅಧ್ಯಕ್ಷ ಉಪಾಧ್ಯಕ್ಷ, ಸದಸ್ಯ ಸ್ಥಾನಗಳನ್ನು ಸಮರ್ಪಕವಾಗಿ ನಿರ್ವಹಿಸಬೇಕು. 2017–18ನೇ ಸಾಲಿನ ಯೋಜನೆಯಲ್ಲಿ ಬಾಕಿ ಉಳಿದಿರುವ ಕಾಮಗಾರಿಗಳನ್ನು ಶೀಘ್ರ ಪೂರ್ಣಗೊಳಿಸುವಂತೆ ಸೂಚಿಸಿದರು. ಮನರೇಗಾ ಅಡಿಯಲ್ಲಿ ಹೆಚ್ಚಿನ ಉದ್ಯೋಗ ಸೃಷ್ಟಿಸಬೇಕು ಎಂದರು. [1283,391,1394,558]
lead-story [318,362,1143,830]
bullet-badge-icon [685,678,711,705]
masthead-date-block [21,15,213,84]
taluk-panchayat-meeting-photo [318,957,516,1072]
sharada-subhead: ಸನ್ಮಾನಿತರು: [754,1016,791,1028]
trend-up-icon: ▶ [227,728,235,738]
weather-max [724,30,758,70]
fair-c2-p2: ಮುಂಡರಗಿ ತಾಲೂಕಿನಲ್ಲಿ ಒಟ್ಟು 19143 ಕುಟುಂಬಗಳಿಗೆ ಉದ್ಯೋಗ ಖಾತ್ರಿ ಯೋಜನೆಯಡಿ ಕೆಲಸ ನೀಡಲಾಗಿದೆ. ಒಟ್ಟು 8.70 ಲಕ್ಷ ಮಾನವ ದಿನಗಳನ್ನು ಸೃಷ್ಟಿಸಲಾಗಿದೆ. ಇದುವರೆಗೆ 7.80 ಕೋಟಿ ರೂ. ವೆಚ್ಚ ಮಾಡಲಾಗಿದೆ. ಪ್ರಸಕ್ತ ಸಾಲಿನಲ್ಲಿ 82.67 ಲಕ್ಷ ರೂ. ಅನುದಾನದಲ್ಲಿ 68.85 ಲಕ್ಷ ರೂ. ಖರ್ಚಾಗಿದೆ ಎಂದು ಮಾಹಿತಿ ನೀಡಿದರು. [534,943,733,1032]
market-row-name: ಕಡಲೆ [22,802,41,814]
eye-camp-story [744,109,1150,348]
market-row-value: 9200 - 9200 [237,1014,291,1026]
kiru-item-2-text: ಪಟ್ಟಣದ ಸರ್ಕಾರಿ ಪ್ರೌಢಶಾಲೆಯ ಆವರಣದಲ್ಲಿ ನೂತನವಾಗಿ ನಿರ್ಮಿಸಲಾದ ಓದಿನ ಮನೆಯನ್ನು ಉದ್ಘಾಟಿಸಲಾಯಿತು. ಗ್ರಾಮೀಣ ಭಾಗದ ವಿದ್ಯಾರ್ಥಿಗಳಿಗೆ ಸ್ಪರ್ಧಾತ್ಮಕ ಪರೀಕ್ಷೆಗಳಿಗೆ ಅಗತ್ಯ ಪುಸ್ತಕಗಳು ಇಲ್ಲಿ ದೊರೆಯಲಿವೆ. ದಿನಪತ್ರಿಕೆಗಳು, ನಿಯತಕಾಲಿಕೆಗಳು ಹಾಗೂ ಸಾಮಾನ್ಯ ಜ್ಞಾನದ ಪುಸ್ತಕಗಳನ್ನು ಇರಿಸಲಾಗಿದೆ. ವಿದ್ಯಾರ್ಥಿಗಳು ಇದರ ಸದುಪಯೋಗ ಪಡೆದುಕೊಂಡು ಉತ್ತಮ ಸಾಧನೆ ಮಾಡಬೇಕು ಎಂದು ಗಣ್ಯರು ಆಶಿಸಿದರು. ಗ್ರಂಥಾಲಯದಲ್ಲಿ ಸುಮಾರು ಐದು ಸಾವಿರ ಪುಸ್ತಕಗಳಿವೆ. ಪ್ರತಿನಿತ್ಯ ಬೆಳಗ್ಗೆ 8 ರಿಂದ ರಾತ್ರಿ 9 ಗಂಟೆಯವರೆಗೆ ತೆರೆದಿರುತ್ತದೆ ಎಂದು ತಿಳಿಸಿದರು. ಕಾರ್ಯಕ್ರಮದಲ್ಲಿ ಶಿಕ್ಷಕರು, ಪೋಷಕರು, ವಿದ್ಯಾರ್ಥಿಗಳು ಹಾಗೂ ಗ್ರಾಮಸ್ಥರು ಹಾಜರಿದ್ದರು. [17,529,297,649]
night-photo-block [1161,109,1522,348]
lead-loc: ಬೆಟಗೇರಿ: [328,449,358,460]
divider [17,1253,1524,1255]
fair-c1-p1: ತಾಲೂಕು ಮಟ್ಟದಿಂದ ಸುಧಾರಣೆಯದ ಕಾರ್ಯಗಳಿಗಾಗಿ ಆಡಳಿತ ವ್ಯವಸ್ಥಾ ಹೆಸರು ಎಂದು ಅಭ್ಯಾಸಿತ್ತು, ಮುಂಡರಗಿ ಎಂಬುದು ಎಸ್.ಎಂ ಎಂದು ಅಭ್ಯಾಸ ಮಾಡಿದರು. ಎಸ್.ಎಂ ಎಂದು ಪಿ.ಸಿ.ಪಿ ಯು ಪಂಚಾಯತ ಸೇರಿದಂತೆ ಎಲ್ಲಾ ಇಲಾಖೆ ಕಾಮಗಾರಿ ಶೀಘ್ರ ಮುಗಿಸಬೇಕು ಎಂದು ಸೂಚಿಸಿದರು. [318,876,516,949]
trend-up-icon: ▶ [227,919,234,929]
bottom-band [0,1253,1541,1659]
trend-up-icon: ▶ [227,958,234,968]
market-row-value: 5609 - 4251 [237,918,291,930]
crackdown-story [1143,1263,1524,1659]
hospital-c2-p1: ಆಸ್ಪತ್ರೆಯು ವೈದ್ಯಕೀಯ ತಂತ್ರಜ್ಞಾನ ಬಳಸಿಕೊಂಡು ಉತ್ತಮ ಸೇವೆ ನೀಡಲಿದೆ. ಅನುಭವಿ ವೈದ್ಯರ ತಂಡ ಸಿದ್ಧವಾಗಿದೆ ಎಂದು ಹೇಳಿದರು. [197,1458,365,1501]
kiru-item-2-heading: ಓದಿ ಮನೆ ಉದ್ಘಾಟನೆ [102,503,211,521]
market-row-value: 1443 - 3657 [237,803,291,815]
trend-up-icon: ▶ [227,900,234,910]
mid-band [308,847,1524,1242]
masthead [0,0,1541,101]
top-photo-block [318,109,733,348]
market-row-name: ಸಜ್ಜೆ [22,936,36,949]
market-row [18,761,295,781]
brand-edition: ೧೨ [1373,36,1400,62]
market-row [18,972,295,992]
market-row-value: 2611 - 2611 [239,860,291,873]
brand-text [1213,25,1366,74]
market-row-name: ತೊಗರಿ [22,956,45,968]
lead-kicker: ಹಿಂದೂ ಸಮ್ಮೇಳನ ಉದ್ಘಾಟನೆ | ಸಹಧ್ಯಾಂತ ಪ್ರಚಾರಕ ಶ್ರೀನಿವಾಸ ಅಭಿಮತ [582,361,880,377]
masthead-day: ಶುಕ್ರವಾರ [91,18,144,40]
jayanti-kicker: ವಡ್ಡರ ಯಲ್ಲಮ್ಮ ಜಯಂತಿ [774,1263,1133,1289]
fair-c1-p3: ಲಭ್ಯ ಮಾಹಿತಿ ಪ್ರಕಾರ ತಾಲೂಕಿನಲ್ಲಿ ಈ ವರ್ಷ ಉತ್ತಮ ಮಳೆಯಾಗಿದ್ದು ಬೆಳೆ ಪರಿಸ್ಥಿತಿ ಉತ್ತಮವಾಗಿದೆ. [318,1164,516,1190]
crackdown-p2: ನಗರದ ಪ್ರಮುಖ ಬೀದಿಗಳಲ್ಲಿ ಮೆರವಣಿಗೆ ನಡೆಸಿ ಜಿಲ್ಲಾಧಿಕಾರಿ ಕಚೇರಿ ಎದುರು ಧರಣಿ ನಡೆಸಲಾಯಿತು. ನಂತರ ಜಿಲ್ಲಾಧಿಕಾರಿಗಳ ಮೂಲಕ ಮುಖ್ಯಮಂತ್ರಿಗಳಿಗೆ ಮನವಿ ಸಲ್ಲಿಸಿದರು. [1153,1531,1321,1589]
trend-up-icon: ▶ [227,824,234,833]
jayanti-p1: ಪಟ್ಟಣದ ಕ್ರಾಂತಿವೀರ ಸಂಗೊಳ್ಳಿ ರಾಯಣ್ಣ ಪ್ರತಿಷ್ಠಾನ ವತಿಯಿಂದ ವಡ್ಡರ ಯಲ್ಲಮ್ಮ ದೇವಿಯ ಜಯಂತಿಯನ್ನು ಸಂಭ್ರಮದಿಂದ ಆಚರಿಸಲಾಯಿತು. [774,1296,945,1355]
kiru-item-0 [17,167,296,315]
procession-night-photo-caption: ಗದಗ: ಕ್ರಾಂತಿವೀರ ಕ್ರಾಂತಿಮಾರ್ಗ ಸಂಗಳಲ್ಲಿ ರಾಯಣ್ಣನವರ ಪುಣ್ಯಸ್ಮರಣೆ ಪ್ರಯುಕ್ತ ಕ್ರಾಂತಿವೀರ ಸಂಘಟನೆಯ ವತಿಯಿಂದ ಬೃಹತ್ ಪಂಜಿನ ಮೆರವಣಿಗೆ ಜರುಗಿತು. ಕ್ರಾಂತಿ ಸೇನಾ ಜಿಲ್ಲಾ ಪ್ರಧಾನ ಕಾರ್ಯದರ್ಶಿ ಮಲ್ಲಿಕಾರ್ಜುನ ಗುಡಿ, ಚಿನ್ನಪ್ಪ ಹುಲಗೂರ, ಕ್ರಾಂತಿವೀರನ ಮಹಿಳಾ ಅಧ್ಯಕ್ಷೆ ರಾಣಿ ಚಂದಾಪೂರ, ಕ್ರಾಂತಿಸೇನಾ ಜಿಲ್ಲಾ ಅಧ್ಯಕ್ಷ ಬಸಪ್ಪ ಬಡಿಗೇರ ಇದ್ದರು. [1171,279,1522,315]
market-row-name: ಈರುಳ್ಳಿ [22,898,46,910]
fair-columns [318,874,733,1198]
divider [754,1051,1524,1052]
lead-bullet-text: ಸಮ್ಮ ದೇಶ ಅಂತಾ, ಸಿಹಿ ಮತ್ತೆ ಕಹಿಯ ಸಾವಿರದೊಂದು ಮೇಲೆ ಈ ಕಟ್ಟಿ ನಾಡು, ಹಿಂದೂ ಎಂಬ ಹೆಮ್ಮೆ ದೇಶದಲ್ಲಿ ಬದುಕುತ್ತಿರಬೇಕು. [718,748,1103,759]
top-band [308,109,1524,348]
fair-loc: ಮುಂಡರಗಿ: [336,876,373,887]
fair-story [318,847,733,1242]
edition-title: ಗದಗ [569,22,655,76]
hospital-c3-p1: ಮಾತನಾಡಿದ ಸಂಸ್ಥೆಯ ನಿರ್ದೇಶಕರು, ಗ್ರಾಮೀಣ ಭಾಗದ ಜನರಿಗೂ ಉತ್ತಮ ಚಿಕಿತ್ಸೆ ಸಿಗಬೇಕೆಂಬ ಉದ್ದೇಶದಿಂದ ಈ ಆಸ್ಪತ್ರೆ ಆರಂಭಿಸಲಾಗುತ್ತಿದೆ ಎಂದು ಹೇಳಿದರು. ದಿನದ 24 ಗಂಟೆಯೂ ಆಂಬ್ಯುಲೆನ್ಸ್ ಸೇವೆ ಲಭ್ಯವಿರುತ್ತದೆ. [382,1458,542,1532]
market-row-value: 6112 - 6969 [238,726,291,738]
sharada-kicker: ಆಧ್ಯಾತ್ಮಿಕ ಶಕ್ತಿ, ಸರಳ ಬದುಕಿನಿಂದ ಗುರುಮಾತೆಯಾದ ಶಾರದಾ ದೇವಿ [754,847,1524,870]
market-row-name: ಮೆಣಸಿನಕಾಯಿ [22,840,69,853]
market-row-name: ಜೋಳ [22,706,45,718]
kiru-item-1-heading: ತಾಳಿಗೆ ಚಾಲನೆ [120,327,193,345]
weather-min-value: 18° [768,39,803,69]
market-row-value: 4077 - 6112 [238,764,291,777]
market-row [18,876,295,896]
market-row [18,838,295,857]
protest-photo [1153,1295,1524,1456]
market-row-name: ಗೋಧಿ [22,975,44,987]
fair-kicker: ಅವಧಿ ಮುಗಿಯುವುದರೊಳಗೆ ಖರ್ಚು ಭರಿಸಿ [318,847,733,869]
procession-night-photo [1171,109,1522,274]
hospital-c2-p2: ಗದಗ ನಗರದ ದೇವಿಕೇಶದಲ್ಲಿ 2019ರಲ್ಲಿ ಆರಂಭವಾದ ಸಂಸ್ಥೆಯಲ್ಲಿ ಈ ವರ್ಷದಲ್ಲಿ ಆಸ್ಪತ್ರೆಯು ಹೊಸ ಕಟ್ಟಡ ನಿರ್ಮಾಣವಾಗಿದ್ದು, ಒಟ್ಟು 2,00000 ಚ.ಅಡಿ ವಿಸ್ತೀರ್ಣದಲ್ಲಿ 100 ಹಾಸಿಗೆ ಸಾಮರ್ಥ್ಯದ ಸುಸಜ್ಜಿತ ಕಟ್ಟಡ ನಿರ್ಮಾಣ ಮಾಡಲಾಗಿದೆ ಎಂದು ವಿವರಿಸಿದರು. [197,1510,365,1584]
lead-col2-p2: ಸಮ್ಮೇಳನದಲ್ಲಿ ಸಾವಿರಾರು ಭಕ್ತರು ಭಾಗವಹಿಸಿದ್ದರು. ಸಾಂಸ್ಕೃತಿಕ ಕಾರ್ಯಕ್ರಮಗಳು, ಭಜನೆ, ಪ್ರವಚನ ನಡೆದವು. ಅನ್ನಸಂತರ್ಪಣೆ ವ್ಯವಸ್ಥೆ ಮಾಡಲಾಗಿತ್ತು. [510,579,675,621]
sharada-p3: ಆಶ್ರಮದಲ್ಲಿ ಅಧ್ಯಕ್ಷ ಸಾಹಿತಿ ಸಂಸ್ಥಾಪಕ ಸಿ. ಕೆಂಪನಿ, ಪ್ರಮುಖ ಮಹಾಜನ ಶೆಟ್ಟರ್, ಮಹಾ ಶಿವ ಹಾಳಕ ಅಧ್ಯಕ್ಷರು, ಕಾಂತಿಸ್ಥಜಾಲ ಅಧ್ಯಕ್ಷ ನೀಲಪ್ಪ ಬಾಗೇಶಾಳ, ಆಡಳಿತ ಮಂಡಳಿ, ಜಿಲ್ಲಾ ಆರೋಗ್ಯ ಬಂದಾಗ್ಗೆ, ಬಡಪ್ಪ ಶೆಟ್ಟರ, ಶಾರದಾ ಮಹಾಸಭೆಯಲ್ಲಿ ಶಾಂತಿ ಗುಂಡಕ್ಕೆ ವೇಳೆ, ಮಹೇಶ ಸಾಳಣ್ಣ, ಮಾತನಾಡಿ, ಮಾತನಾಡಿ ವಿಶ್ವ ಪಾಲಕರು ಎಂ.ಎಸ್. ಮುಂದುವರಿಸಿ ಭಾಗವಹಿಸಿದರು. ಕೊನೆಗೆ ಎಲ್ಲರಿಗೂ ಅನ್ನಪ್ರಸಾದ ವಿತರಿಸಲಾಯಿತು. [754,1016,1524,1043]
eye-camp-p1: ತಾಲೂಕಿನ ಮುಗದಿಯಲ್ಲಿ ಡಾ.ಸಂಗಮೇಶ ಕೊಪ್ಪದ ಅವರ ಆಶ್ರಯದಲ್ಲಿ ಉಚಿತ ನೇತ್ರ ತಪಾಸಣಾ ಶಿಬಿರ ಜರುಗಿತು. ಹಿರಿಯ ನಾಗರಿಕರಿಗೆ ಹಾಗೂ ಶಾಲಾ ಮಕ್ಕಳಿಗೆ ಕಣ್ಣಿನ ತಪಾಸಣೆ ಮಾಡಲಾಯಿತು. ಶಿಬಿರದಲ್ಲಿ ಒಟ್ಟು 717 ಜನರಿಗೆ ತಪಾಸಣೆ ಮಾಡಲಾಯಿತು. [754,139,1150,166]
kiru-title-part1: ಕಿರು [66,121,97,147]
market-row-name: ಗೋಧಿ ಲೋಕಲ್ [22,687,78,699]
welfare-c3: ಲಂಬ ಎಲ್ಲರೂ ಸರಕಾರದ ಯೋಜನೆಗಳನ್ನು ಗ್ರಾಮದಲ್ಲಿ, ಗ್ರಾಮೀಣ ಭಾಗದ ಜನರಿಗೆ ತಲುಪಿಸುವ ಕೆಲಸ ಮಾಡಬೇಕು. ಶುದ್ಧ ಕುಡಿಯುವ ನೀರಿನ ಘಟಕಗಳನ್ನು ಸುಸ್ಥಿತಿಯಲ್ಲಿ ಇಡಬೇಕು. ಆಸ್ಪತ್ರೆಗಳಲ್ಲಿ ಔಷಧ ಕೊರತೆ ಆಗದಂತೆ ನೋಡಿಕೊಳ್ಳಬೇಕು ಎಂದು ತಿಳಿಸಿದರು. ಸಭೆಯಲ್ಲಿ ತಾಲೂಕು ಪಂಚಾಯಿತಿ ಅಧಿಕಾರಿಗಳು, ಇಲಾಖೆ ಮುಖ್ಯಸ್ಥರು, ಗ್ರಾಮ ಪಂಚಾಯಿತಿ ಅಭಿವೃದ್ಧಿ ಅಧಿಕಾರಿಗಳು ಭಾಗವಹಿಸಿದ್ದರು. [1402,391,1515,573]
press-meet-photo [197,1294,542,1451]
hospital-col-3 [374,1457,542,1659]
reading-col-3 [1137,1086,1524,1242]
